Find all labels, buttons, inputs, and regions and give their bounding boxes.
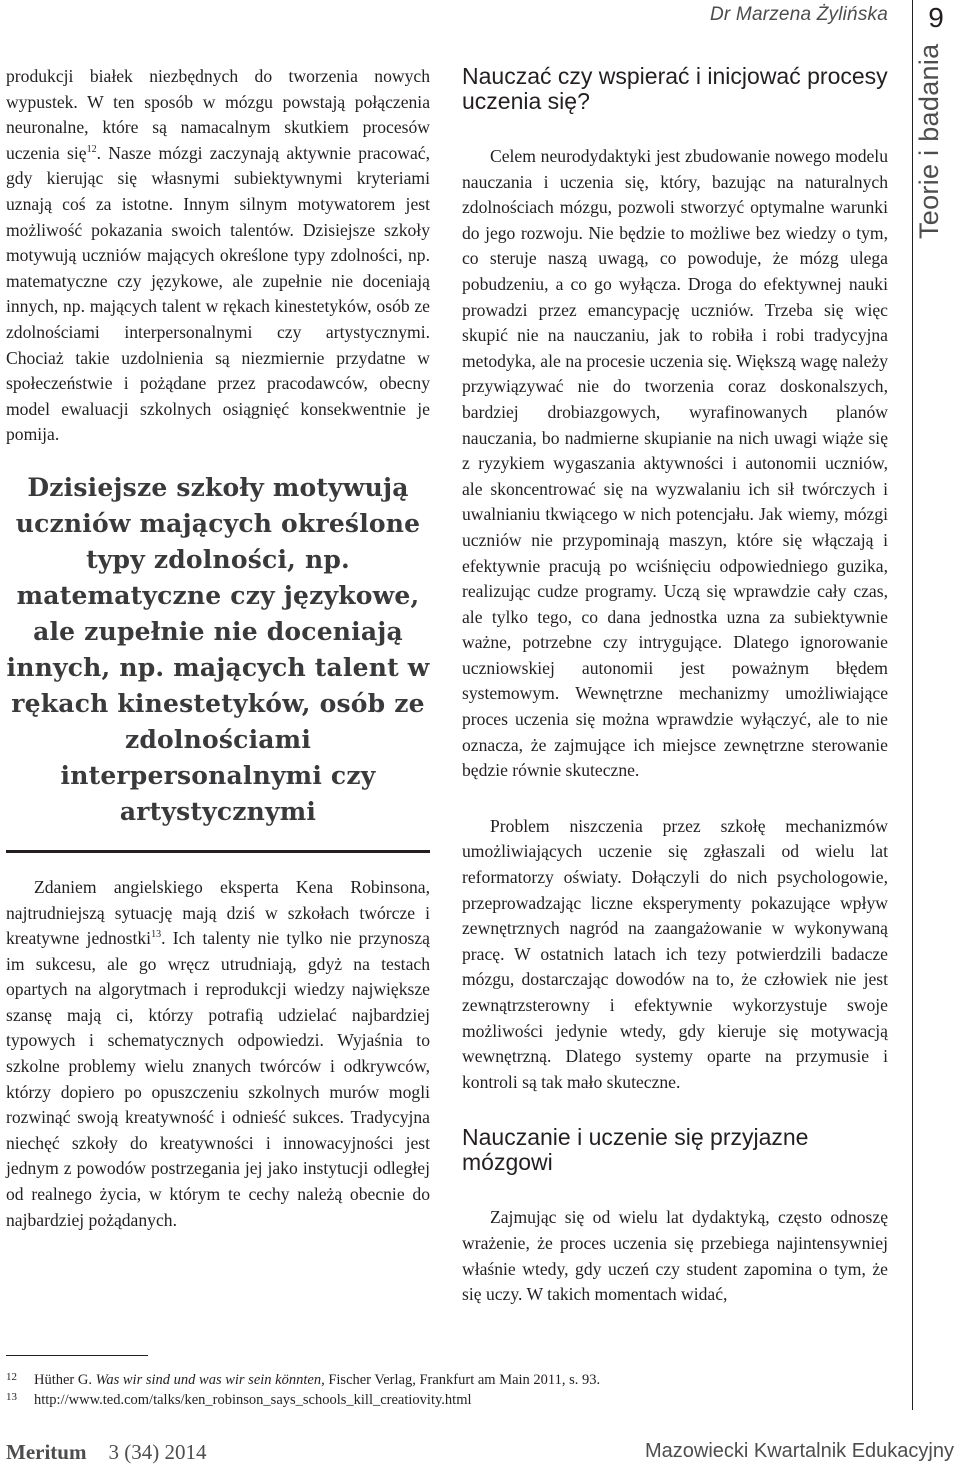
journal-issue: 3 (34) 2014	[108, 1440, 207, 1464]
left-paragraph-2-text-b: . Ich talenty nie tylko nie przynoszą im sukcesu, ale go wręcz utrudniają, gdyż na testach opartych na algorytmach i reprodukcji wiedzy największe szansę mają ci, którzy potrafią udzielać najbardziej typowych i schematycznych odpowiedzi. Wyjaśnia to szkolne problemy wielu znanych twórców i odkrywców, którzy dopiero po opuszczeniu szkolnych murów mogli rozwinąć swoją kreatywność i odnieść sukces. Tradycyjna niechęć szkoły do kreatywności i innowacyjności jest jednym z powodów postrzegania jej jako instytucji odległej od realnego życia, w którym te cechy należą obecnie do najbardziej pożądanych.	[6, 928, 430, 1230]
right-paragraph-3: Zajmując się od wielu lat dydaktyką, często odnoszę wrażenie, że proces uczenia się przebiega najintensywniej właśnie wtedy, gdy uczeń czy student zapomina o tym, że się uczy. W takich momentach widać,	[462, 1207, 888, 1305]
left-paragraph-1	[6, 64, 430, 448]
margin-divider	[912, 0, 913, 1410]
footnote-author: Hüther G.	[34, 1372, 92, 1388]
section-side-label: Teorie i badania	[914, 44, 944, 240]
footnote-13	[6, 1390, 906, 1410]
left-paragraph-1-text-b: . Nasze mózgi zaczynają aktywnie pracować, gdy kierując się własnymi subiektywnymi kryteriami uznają coś za istotne. Innym silnym motywatorem jest możliwość pokazania swoich talentów. Dzisiejsze szkoły motywują uczniów mających określone typy zdolności, np. matematyczne czy językowe, ale zupełnie nie doceniają innych, np. mających talent w rękach kinestetyków, osób ze zdolnościami interpersonalnymi czy artystycznymi. Chociaż takie uzdolnienia są niezmiernie przydatne w społeczeństwie i pożądane przez pracodawców, obecny model ewaluacji szkolnych osiągnięć konsekwentnie je pomija.	[6, 142, 430, 445]
footnote-number: 12	[6, 1371, 17, 1383]
footnote-ref-13: 13	[151, 929, 162, 941]
footer-journal	[6, 1440, 206, 1465]
page-number: 9	[928, 2, 944, 33]
section-heading-brain-friendly: Nauczanie i uczenie się przyjazne mózgowi	[462, 1124, 809, 1176]
journal-name: Meritum	[6, 1440, 87, 1464]
footnotes	[6, 1370, 906, 1410]
footnote-publication: Fischer Verlag, Frankfurt am Main 2011, s. 93.	[328, 1372, 601, 1388]
right-paragraph-1: Celem neurodydaktyki jest zbudowanie nowego modelu nauczania i uczenia się, który, bazując na naturalnych zdolnościach mózgu, pozwoli stworzyć optymalne warunki do jego rozwoju. Nie będzie to możliwe bez wiedzy o tym, co steruje naszą uwagą, co powoduje, że mózg ulega pobudzeniu, a co go wyłącza. Droga do efektywnej nauki prowadzi przez emancypację uczniów. Trzeba się więc skupić nie na nauczaniu, jak to robiła i robi tradycyjna metodyka, ale na procesie uczenia się. Większą wagę należy przywiązywać nie do tworzenia coraz doskonalszych, bardziej drobiazgowych, wyrafinowanych planów nauczania, bo nadmierne skupianie na nich uwagi wiąże się z ryzykiem wygaszania aktywności i autonomii uczniów, ale skoncentrować się na wyzwalaniu ich sił twórczych i uwalnianiu tkwiącego w nich potencjału. Jak wiemy, mózgi uczniów nie przypominają maszyn, które się włączają i efektywnie pracują po wciśnięciu odpowiedniego guzika, realizując cudze programy. Uczą się wprawdzie cały czas, ale tylko tego, co dana jednostka uzna za subiektywnie ważne, potrzebne czy intrygujące. Dlatego ignorowanie uczniowskiej autonomii jest poważnym błędem systemowym. Wewnętrzne mechanizmy umożliwiające proces uczenia się można wprawdzie wyłączyć, ale to nie oznacza, że zajmujące ich miejsce zewnętrzne sterowanie będzie równie skuteczne.	[462, 146, 888, 781]
footnote-number: 13	[6, 1391, 17, 1403]
footnote-book-title: Was wir sind und was wir sein könnten,	[95, 1372, 325, 1388]
footnote-rule	[6, 1355, 148, 1356]
left-paragraph-2-text-a: Zdaniem angielskiego eksperta Kena Robinsona, najtrudniejszą sytuację mają dziś w szkołach twórcze i kreatywne jednostki	[6, 876, 430, 949]
left-paragraph-2	[6, 875, 430, 1233]
section-heading-teach-or-support: Nauczać czy wspierać i inicjować procesy uczenia się?	[462, 63, 888, 114]
running-header-author: Dr Marzena Żylińska	[709, 4, 888, 25]
left-column	[6, 64, 430, 1233]
footer-publisher: Mazowiecki Kwartalnik Edukacyjny	[644, 1440, 954, 1462]
right-paragraph-2: Problem niszczenia przez szkołę mechanizmów umożliwiających uczenie się zgłaszali od wielu lat reformatorzy oświaty. Dołączyli do nich psychologowie, przeprowadzając liczne eksperymenty pokazujące wpływ zewnętrznych nagród na zaangażowanie w wykonywaną pracę. W ostatnich latach ich tezy potwierdzili badacze mózgu, dostarczając dowodów na to, że człowiek nie jest zewnątrzsterowny i efektywnie wykorzystuje swoje możliwości jedynie wtedy, gdy kieruje się motywacją wewnętrzną. Dlatego systemy oparte na przymusie i kontroli są tak mało skuteczne.	[462, 815, 888, 1092]
footnote-12	[6, 1370, 906, 1390]
right-column	[462, 64, 888, 1308]
pull-quote: Dzisiejsze szkoły motywują uczniów mających określone typy zdolności, np. matematyczne czy językowe, ale zupełnie nie doceniają innych, np. mających talent w rękach kinestetyków, osób ze zdolnościami interpersonalnymi czy artystycznymi	[6, 470, 430, 853]
footnote-ref-12: 12	[86, 143, 97, 155]
footnote-url[interactable]: http://www.ted.com/talks/ken_robinson_says_schools_kill_creatiovity.html	[34, 1392, 472, 1408]
left-paragraph-1-text-a: produkcji białek niezbędnych do tworzenia nowych wypustek. W ten sposób w mózgu powstają połączenia neuronalne, które są namacalnym skutkiem procesów uczenia się	[6, 66, 430, 163]
